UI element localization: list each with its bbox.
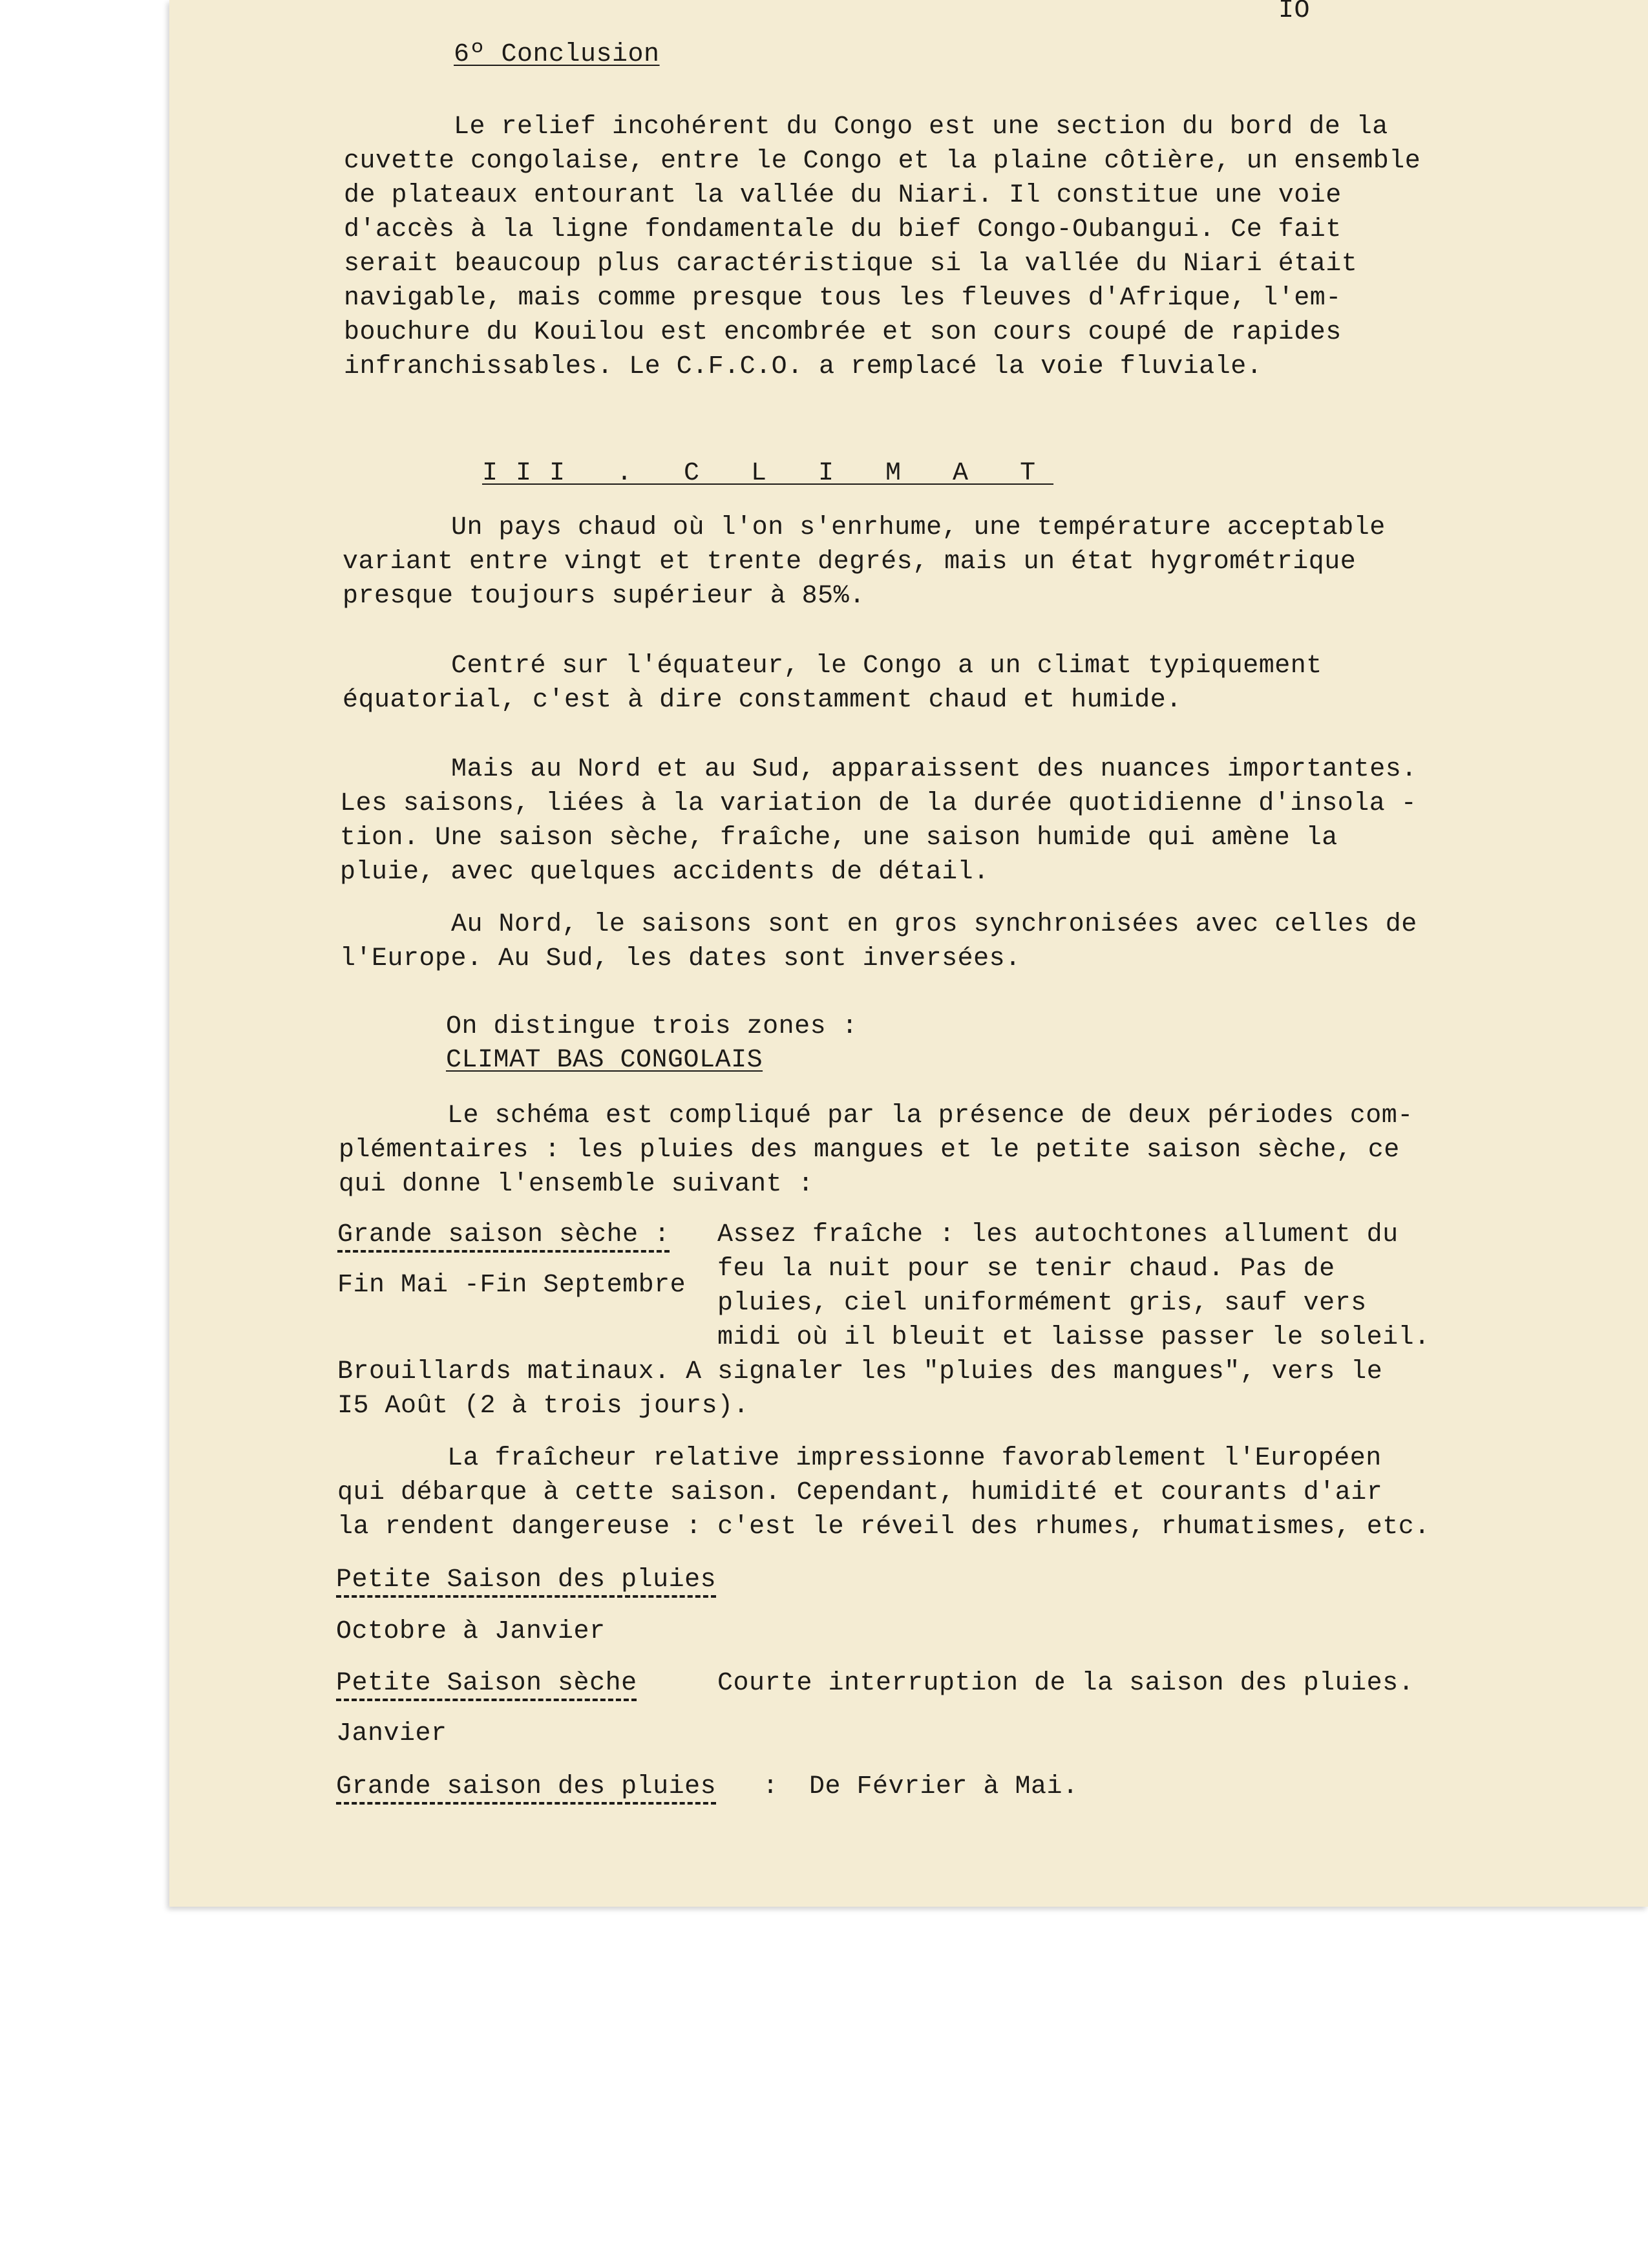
climat-para-4 bbox=[340, 907, 1555, 976]
text-line: équatorial, c'est à dire constamment chaud et humide. bbox=[343, 686, 1182, 715]
text-line: l'Europe. Au Sud, les dates sont inversées. bbox=[340, 944, 1021, 973]
text-line: tion. Une saison sèche, fraîche, une saison humide qui amène la bbox=[340, 823, 1338, 853]
text-line: serait beaucoup plus caractéristique si la vallée du Niari était bbox=[344, 249, 1358, 279]
text-line: Un pays chaud où l'on s'enrhume, une température acceptable bbox=[451, 513, 1386, 542]
page-number: IO bbox=[1278, 0, 1311, 25]
text-line: feu la nuit pour se tenir chaud. Pas de bbox=[717, 1255, 1335, 1284]
fraicheur-paragraph bbox=[337, 1441, 1565, 1544]
text-line: qui débarque à cette saison. Cependant, humidité et courants d'air bbox=[337, 1478, 1383, 1507]
text-line: Le schéma est compliqué par la présence de deux périodes com- bbox=[447, 1101, 1413, 1130]
text-line: Les saisons, liées à la variation de la durée quotidienne d'insola - bbox=[340, 789, 1417, 818]
season-petite-seche-dates: Janvier bbox=[336, 1719, 447, 1748]
text-line: Brouillards matinaux. A signaler les "pluies des mangues", vers le bbox=[337, 1357, 1383, 1386]
climat-para-3 bbox=[340, 752, 1555, 889]
text-line: Au Nord, le saisons sont en gros synchronisées avec celles de bbox=[451, 910, 1417, 939]
season-petite-pluies-dates: Octobre à Janvier bbox=[336, 1617, 606, 1646]
text-line: d'accès à la ligne fondamentale du bief Congo-Oubangui. Ce fait bbox=[344, 215, 1342, 244]
text-line: I5 Août (2 à trois jours). bbox=[337, 1392, 750, 1421]
season-grande-pluies-separator: : bbox=[763, 1772, 779, 1801]
text-line: presque toujours supérieur à 85%. bbox=[343, 582, 865, 611]
text-line: pluie, avec quelques accidents de détail. bbox=[340, 858, 989, 887]
season-grande-pluies-label: Grande saison des pluies bbox=[336, 1772, 717, 1801]
text-line: plémentaires : les pluies des mangues et le petite saison sèche, ce bbox=[339, 1136, 1400, 1165]
season-petite-pluies-label: Petite Saison des pluies bbox=[336, 1565, 717, 1595]
typed-page bbox=[169, 0, 1648, 1907]
season-petite-seche-description: Courte interruption de la saison des pluies. bbox=[717, 1669, 1415, 1698]
climat-para-2 bbox=[343, 649, 1558, 717]
text-line: La fraîcheur relative impressionne favorablement l'Européen bbox=[447, 1444, 1382, 1473]
conclusion-heading: 6º Conclusion bbox=[454, 40, 660, 69]
text-line: infranchissables. Le C.F.C.O. a remplacé la voie fluviale. bbox=[344, 352, 1263, 381]
text-line: variant entre vingt et trente degrés, mais un état hygrométrique bbox=[343, 547, 1357, 577]
zone-heading: CLIMAT BAS CONGOLAIS bbox=[446, 1046, 763, 1075]
season-grande-seche-dates: Fin Mai -Fin Septembre bbox=[337, 1271, 686, 1300]
text-line: de plateaux entourant la vallée du Niari. Il constitue une voie bbox=[344, 181, 1342, 210]
text-line: bouchure du Kouilou est encombrée et son cours coupé de rapides bbox=[344, 318, 1342, 347]
text-line: navigable, mais comme presque tous les fleuves d'Afrique, l'em- bbox=[344, 284, 1342, 313]
text-line: Mais au Nord et au Sud, apparaissent des nuances importantes. bbox=[451, 755, 1417, 784]
text-line: cuvette congolaise, entre le Congo et la plaine côtière, un ensemble bbox=[344, 147, 1421, 176]
season-grande-seche-label: Grande saison sèche : bbox=[337, 1220, 670, 1249]
season-grande-seche-continuation bbox=[337, 1355, 1552, 1423]
season-petite-seche-label: Petite Saison sèche bbox=[336, 1669, 637, 1698]
text-line: Centré sur l'équateur, le Congo a un climat typiquement bbox=[451, 652, 1322, 681]
text-line: qui donne l'ensemble suivant : bbox=[339, 1170, 814, 1199]
conclusion-paragraph bbox=[344, 110, 1559, 384]
season-grande-pluies-description: De Février à Mai. bbox=[809, 1772, 1079, 1801]
text-line: pluies, ciel uniformément gris, sauf vers bbox=[717, 1289, 1367, 1318]
text-line: midi où il bleuit et laisse passer le soleil. bbox=[717, 1323, 1430, 1352]
season-grande-seche-description bbox=[717, 1218, 1430, 1355]
text-line: Assez fraîche : les autochtones allument du bbox=[717, 1220, 1399, 1249]
text-line: Le relief incohérent du Congo est une section du bord de la bbox=[454, 112, 1388, 142]
climat-heading: III . C L I M A T bbox=[482, 459, 1054, 488]
text-line: la rendent dangereuse : c'est le réveil des rhumes, rhumatismes, etc. bbox=[337, 1512, 1430, 1542]
zones-intro: On distingue trois zones : bbox=[446, 1012, 858, 1041]
climat-para-1 bbox=[343, 511, 1558, 613]
climat-para-5 bbox=[339, 1099, 1554, 1202]
